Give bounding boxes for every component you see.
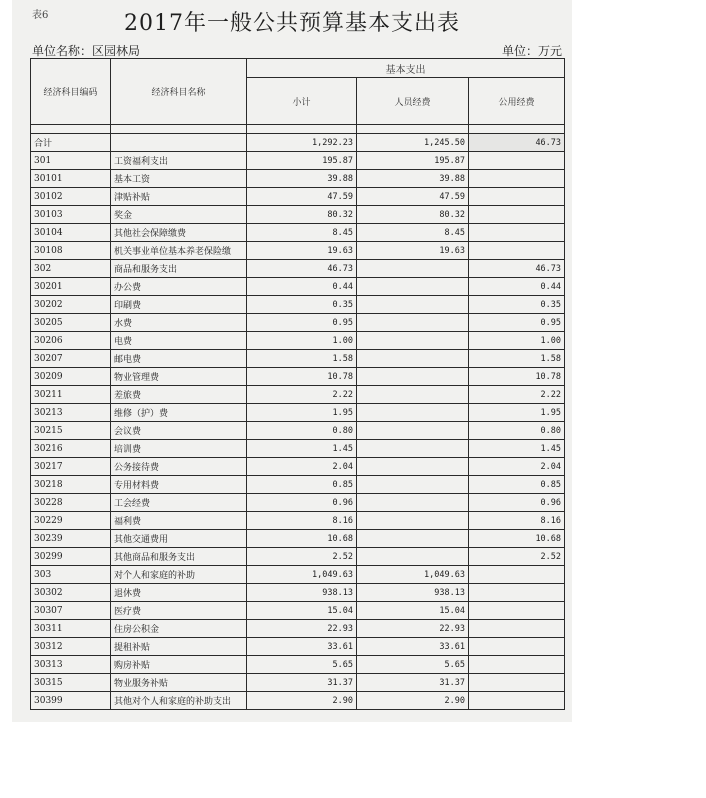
cell-personnel: 8.45: [357, 224, 469, 242]
cell-subtotal: 195.87: [247, 152, 357, 170]
cell-subtotal: 80.32: [247, 206, 357, 224]
table-row: [31, 692, 565, 710]
table-number-tag: 表6: [32, 10, 49, 21]
cell-public: 1.95: [469, 404, 565, 422]
cell-personnel: [357, 314, 469, 332]
cell-name: 维修（护）费: [111, 404, 247, 422]
table-row: [31, 224, 565, 242]
table-body: [31, 125, 565, 710]
cell-subtotal: 33.61: [247, 638, 357, 656]
cell-code: 30399: [31, 692, 111, 710]
cell-personnel: [357, 530, 469, 548]
cell-name: 基本工资: [111, 170, 247, 188]
cell-code: 30201: [31, 278, 111, 296]
cell-public: 0.85: [469, 476, 565, 494]
cell-name: 购房补贴: [111, 656, 247, 674]
cell-code: 30311: [31, 620, 111, 638]
cell-name: 电费: [111, 332, 247, 350]
cell-name: 医疗费: [111, 602, 247, 620]
cell-public: 1.00: [469, 332, 565, 350]
cell-personnel: 938.13: [357, 584, 469, 602]
cell-subtotal: 1.58: [247, 350, 357, 368]
table-header: [31, 59, 565, 125]
cell-name: 机关事业单位基本养老保险缴: [111, 242, 247, 260]
cell-public: 0.95: [469, 314, 565, 332]
header-code: 经济科目编码: [31, 59, 111, 125]
cell-name: 其他商品和服务支出: [111, 548, 247, 566]
table-row: [31, 458, 565, 476]
cell-code: 合计: [31, 134, 111, 152]
cell-personnel: [357, 440, 469, 458]
cell-name: 福利费: [111, 512, 247, 530]
cell-code: 30218: [31, 476, 111, 494]
table-row: [31, 422, 565, 440]
table-row: [31, 584, 565, 602]
cell-name: 专用材料费: [111, 476, 247, 494]
cell-subtotal: 2.04: [247, 458, 357, 476]
cell-name: 对个人和家庭的补助: [111, 566, 247, 584]
cell-name: 差旅费: [111, 386, 247, 404]
cell-code: 30102: [31, 188, 111, 206]
cell-subtotal: 0.85: [247, 476, 357, 494]
cell-name: 邮电费: [111, 350, 247, 368]
cell-public: 8.16: [469, 512, 565, 530]
cell-name: 退休费: [111, 584, 247, 602]
cell-name: 印刷费: [111, 296, 247, 314]
table-row: [31, 386, 565, 404]
cell-code: 30307: [31, 602, 111, 620]
cell-personnel: 33.61: [357, 638, 469, 656]
cell-code: 30207: [31, 350, 111, 368]
cell-personnel: [357, 278, 469, 296]
table-row: [31, 674, 565, 692]
cell-subtotal: 0.35: [247, 296, 357, 314]
cell-subtotal: 15.04: [247, 602, 357, 620]
cell-public: 1.45: [469, 440, 565, 458]
table-row: [31, 278, 565, 296]
cell-personnel: 15.04: [357, 602, 469, 620]
cell-subtotal: 2.22: [247, 386, 357, 404]
cell-name: 物业管理费: [111, 368, 247, 386]
currency-unit-label: 单位：万元: [501, 44, 562, 58]
cell-subtotal: 0.80: [247, 422, 357, 440]
cell-code: 30202: [31, 296, 111, 314]
cell-code: 30313: [31, 656, 111, 674]
cell-name: 工会经费: [111, 494, 247, 512]
cell-personnel: 1,245.50: [357, 134, 469, 152]
cell-subtotal: 8.16: [247, 512, 357, 530]
cell-name: 其他交通费用: [111, 530, 247, 548]
cell-code: 30215: [31, 422, 111, 440]
table-row: [31, 368, 565, 386]
cell-subtotal: 31.37: [247, 674, 357, 692]
cell-code: 30299: [31, 548, 111, 566]
cell-personnel: 39.88: [357, 170, 469, 188]
cell-subtotal: 1.45: [247, 440, 357, 458]
cell-subtotal: 2.52: [247, 548, 357, 566]
table-row: [31, 188, 565, 206]
page-title: 2017年一般公共预算基本支出表: [124, 11, 460, 36]
cell-public: 2.04: [469, 458, 565, 476]
header-personnel: 人员经费: [357, 78, 469, 125]
cell-code: 30213: [31, 404, 111, 422]
cell-public: [469, 674, 565, 692]
cell-code: 30103: [31, 206, 111, 224]
cell-public: [469, 656, 565, 674]
cell-code: 30217: [31, 458, 111, 476]
cell-code: 301: [31, 152, 111, 170]
cell-code: 30229: [31, 512, 111, 530]
table-row: [31, 170, 565, 188]
table-row: [31, 566, 565, 584]
cell-public: [469, 152, 565, 170]
cell-subtotal: 2.90: [247, 692, 357, 710]
cell-personnel: 195.87: [357, 152, 469, 170]
cell-code: 303: [31, 566, 111, 584]
cell-subtotal: 938.13: [247, 584, 357, 602]
cell-name: 会议费: [111, 422, 247, 440]
cell-personnel: [357, 386, 469, 404]
cell-name: [111, 134, 247, 152]
cell-name: 办公费: [111, 278, 247, 296]
cell-public: [469, 638, 565, 656]
cell-code: 30205: [31, 314, 111, 332]
table-row: [31, 656, 565, 674]
cell-code: 30209: [31, 368, 111, 386]
cell-personnel: [357, 404, 469, 422]
cell-name: 培训费: [111, 440, 247, 458]
cell-code: 30206: [31, 332, 111, 350]
cell-name: 公务接待费: [111, 458, 247, 476]
cell-public: 10.78: [469, 368, 565, 386]
table-row: [31, 638, 565, 656]
cell-name: 其他社会保障缴费: [111, 224, 247, 242]
cell-subtotal: 1.95: [247, 404, 357, 422]
cell-personnel: [357, 458, 469, 476]
cell-personnel: [357, 548, 469, 566]
cell-subtotal: 10.68: [247, 530, 357, 548]
table-row: [31, 296, 565, 314]
cell-code: 30104: [31, 224, 111, 242]
document-sheet: [12, 0, 572, 722]
cell-subtotal: 1.00: [247, 332, 357, 350]
table-row: [31, 404, 565, 422]
cell-subtotal: 0.96: [247, 494, 357, 512]
cell-name: 商品和服务支出: [111, 260, 247, 278]
cell-public: 46.73: [469, 260, 565, 278]
cell-public: [469, 224, 565, 242]
table-row: [31, 206, 565, 224]
table-row: [31, 152, 565, 170]
cell-code: 30302: [31, 584, 111, 602]
cell-personnel: 1,049.63: [357, 566, 469, 584]
budget-table: [30, 58, 565, 710]
cell-subtotal: 1,292.23: [247, 134, 357, 152]
cell-public: 0.35: [469, 296, 565, 314]
table-row: [31, 494, 565, 512]
cell-personnel: 19.63: [357, 242, 469, 260]
cell-personnel: [357, 476, 469, 494]
cell-code: 30228: [31, 494, 111, 512]
cell-personnel: [357, 332, 469, 350]
cell-public: [469, 566, 565, 584]
cell-public: 0.80: [469, 422, 565, 440]
cell-public: 1.58: [469, 350, 565, 368]
cell-personnel: 31.37: [357, 674, 469, 692]
header-public: 公用经费: [469, 78, 565, 125]
cell-code: 302: [31, 260, 111, 278]
table-row: [31, 314, 565, 332]
cell-public: [469, 602, 565, 620]
cell-subtotal: 47.59: [247, 188, 357, 206]
cell-personnel: [357, 422, 469, 440]
cell-public: [469, 188, 565, 206]
cell-public: [469, 584, 565, 602]
table-row: [31, 134, 565, 152]
cell-code: 30108: [31, 242, 111, 260]
cell-personnel: [357, 350, 469, 368]
cell-personnel: [357, 494, 469, 512]
spacer-row: [31, 125, 565, 134]
table-row: [31, 350, 565, 368]
cell-public: 46.73: [469, 134, 565, 152]
cell-subtotal: 19.63: [247, 242, 357, 260]
table-row: [31, 620, 565, 638]
cell-code: 30239: [31, 530, 111, 548]
cell-code: 30101: [31, 170, 111, 188]
table-row: [31, 440, 565, 458]
cell-code: 30211: [31, 386, 111, 404]
cell-name: 津贴补贴: [111, 188, 247, 206]
cell-subtotal: 8.45: [247, 224, 357, 242]
cell-name: 工资福利支出: [111, 152, 247, 170]
cell-public: 2.22: [469, 386, 565, 404]
cell-public: 0.44: [469, 278, 565, 296]
header-subtotal: 小计: [247, 78, 357, 125]
cell-public: [469, 242, 565, 260]
cell-subtotal: 46.73: [247, 260, 357, 278]
table-row: [31, 548, 565, 566]
table-row: [31, 602, 565, 620]
cell-code: 30315: [31, 674, 111, 692]
cell-personnel: 5.65: [357, 656, 469, 674]
cell-personnel: [357, 512, 469, 530]
cell-personnel: 2.90: [357, 692, 469, 710]
cell-subtotal: 22.93: [247, 620, 357, 638]
cell-public: 2.52: [469, 548, 565, 566]
cell-public: [469, 170, 565, 188]
cell-personnel: [357, 260, 469, 278]
header-basic-expenditure: 基本支出: [247, 59, 565, 78]
cell-personnel: 80.32: [357, 206, 469, 224]
cell-name: 物业服务补贴: [111, 674, 247, 692]
cell-code: 30312: [31, 638, 111, 656]
table-row: [31, 332, 565, 350]
unit-name-label: 单位名称：区园林局: [32, 44, 141, 58]
cell-subtotal: 1,049.63: [247, 566, 357, 584]
cell-personnel: 47.59: [357, 188, 469, 206]
table-row: [31, 530, 565, 548]
cell-subtotal: 10.78: [247, 368, 357, 386]
cell-personnel: 22.93: [357, 620, 469, 638]
table-row: [31, 476, 565, 494]
table-row: [31, 260, 565, 278]
cell-subtotal: 0.44: [247, 278, 357, 296]
cell-subtotal: 0.95: [247, 314, 357, 332]
cell-name: 水费: [111, 314, 247, 332]
table-row: [31, 512, 565, 530]
cell-public: 10.68: [469, 530, 565, 548]
cell-subtotal: 5.65: [247, 656, 357, 674]
cell-name: 住房公积金: [111, 620, 247, 638]
cell-code: 30216: [31, 440, 111, 458]
cell-subtotal: 39.88: [247, 170, 357, 188]
header-name: 经济科目名称: [111, 59, 247, 125]
cell-public: [469, 692, 565, 710]
table-row: [31, 242, 565, 260]
cell-public: [469, 620, 565, 638]
cell-personnel: [357, 368, 469, 386]
cell-name: 奖金: [111, 206, 247, 224]
cell-personnel: [357, 296, 469, 314]
cell-public: 0.96: [469, 494, 565, 512]
cell-name: 其他对个人和家庭的补助支出: [111, 692, 247, 710]
cell-name: 提租补贴: [111, 638, 247, 656]
cell-public: [469, 206, 565, 224]
